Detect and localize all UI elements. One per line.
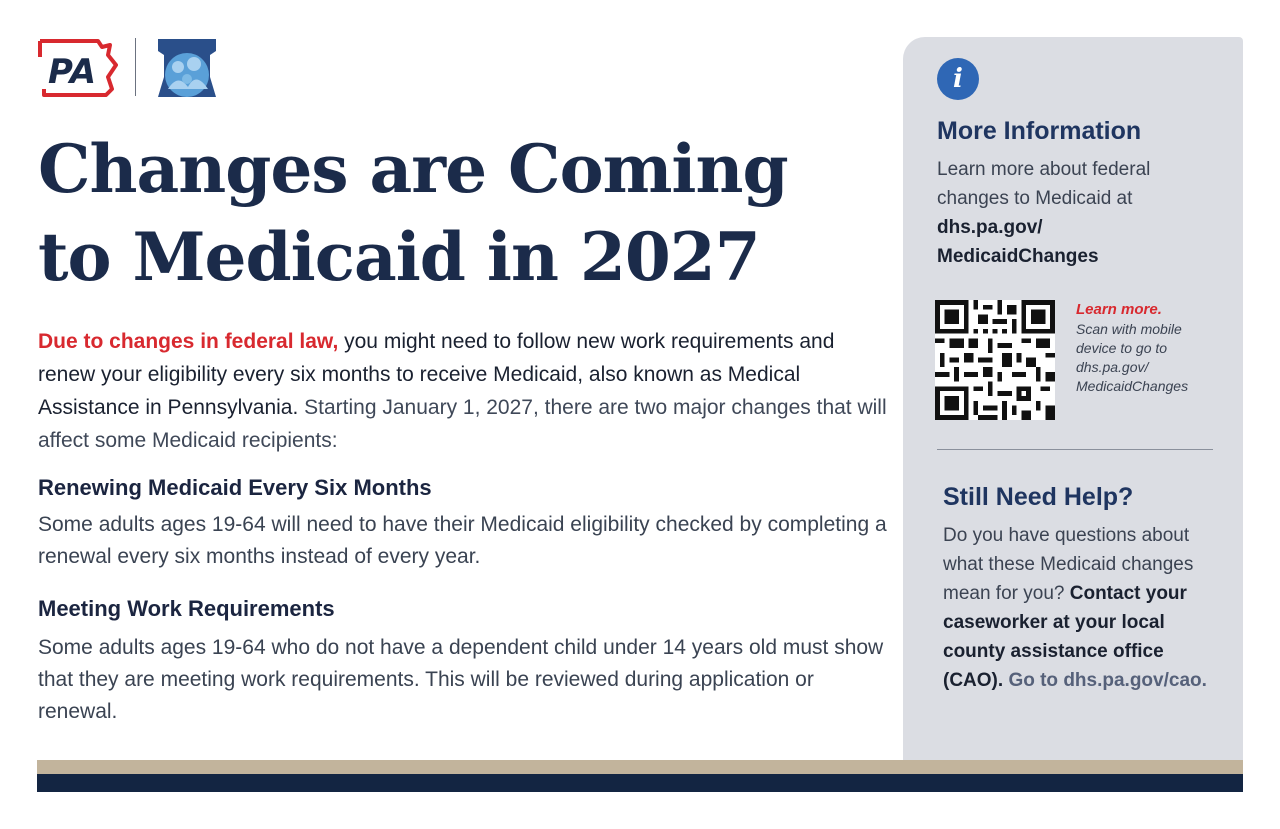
intro-part-1: you might need to follow new work requirements and renew your eligibility every six months to receive Medicaid, also known as Medical Assistance in Pennsylvania.	[38, 330, 835, 419]
info-icon: i	[937, 58, 979, 100]
keystone-family-icon	[154, 37, 220, 99]
sidebar-divider	[937, 449, 1213, 450]
qr-code-icon[interactable]	[935, 300, 1055, 420]
help-heading: Still Need Help?	[943, 483, 1134, 511]
section-body-renewing: Some adults ages 19-64 will need to have their Medicaid eligibility checked by completing a renewal every six months instead of every year.	[38, 513, 887, 568]
footer-stripe-navy	[37, 774, 1243, 792]
learn-more-label: Learn more.	[1076, 301, 1162, 318]
intro-lead: Due to changes in federal law,	[38, 330, 339, 353]
title-line-2: to Medicaid in 2027	[38, 218, 760, 296]
more-info-heading: More Information	[937, 117, 1142, 145]
more-info-url-2[interactable]: MedicaidChanges	[937, 246, 1099, 267]
logo-divider	[135, 38, 136, 96]
pa-logo	[36, 37, 118, 99]
qr-caption-line-1: Scan with mobile	[1076, 321, 1182, 337]
title-line-1: Changes are Coming	[38, 130, 788, 208]
qr-caption	[1076, 300, 1236, 396]
qr-caption-line-4: MedicaidChanges	[1076, 378, 1189, 394]
intro-part-2: Starting January 1, 2027, there are two major changes that will affect some Medicaid recipients:	[38, 396, 887, 452]
help-contact: Contact your caseworker at your local county assistance office (CAO).	[943, 583, 1187, 691]
qr-caption-line-2: device to go to	[1076, 340, 1168, 356]
section-body-work: Some adults ages 19-64 who do not have a dependent child under 14 years old must show that they are meeting work requirements. This will be reviewed during application or renewal.	[38, 636, 884, 723]
more-info-text	[937, 155, 1227, 271]
section-heading-work: Meeting Work Requirements	[38, 596, 335, 621]
page-title	[38, 125, 788, 301]
intro-paragraph	[38, 325, 888, 457]
cao-link[interactable]: Go to dhs.pa.gov/cao.	[1008, 670, 1207, 691]
more-info-desc: Learn more about federal changes to Medicaid at	[937, 159, 1151, 209]
help-text	[943, 521, 1223, 695]
more-info-url-1[interactable]: dhs.pa.gov/	[937, 217, 1043, 238]
qr-caption-line-3: dhs.pa.gov/	[1076, 359, 1149, 375]
help-question: Do you have questions about what these Medicaid changes mean for you?	[943, 525, 1194, 604]
section-heading-renewing: Renewing Medicaid Every Six Months	[38, 475, 432, 500]
footer-stripe-tan	[37, 760, 1243, 774]
pa-logo-text: PA	[48, 52, 97, 92]
